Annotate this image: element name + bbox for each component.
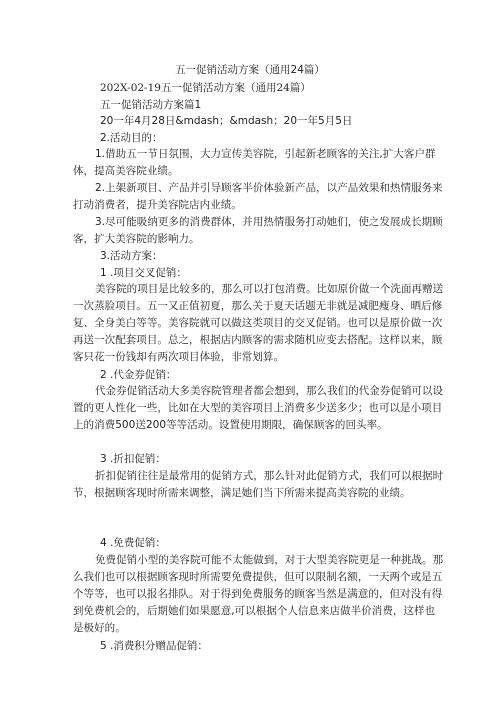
plan-1-text: 美容院的项目是比较多的，那么可以打包消费。比如原价做一个洗面再赠送一次蒸脸项目。五一又正值初夏，那么关于夏天话题无非就是减肥瘦身、晒后修复、全身美白等等。美容院就可以做这类项目的交叉促销。也可以是原价做一次再送一次配套项目。总之，根据店内顾客的需求随机应变去搭配。这样以来，顾客只花一份钱却有两次项目体验，非常划算。 bbox=[73, 283, 444, 363]
date-title: 202X-02-19五一促销活动方案（通用24篇） bbox=[100, 82, 311, 94]
document-title: 五一促销活动方案（通用24篇） bbox=[175, 64, 325, 76]
plan-1-heading: 1 .项目交叉促销： bbox=[100, 267, 187, 279]
date-range: 20一年4月28日&mdash；&mdash；20一年5月5日 bbox=[100, 115, 353, 127]
plan-2-text: 代金券促销活动大多美容院管理者都会想到，那么我们的代金券促销可以设置的更人性化一些，比如在大型的美容项目上消费多少送多少；也可以是小项目上的消费500送200等等活动。设置使用期限，确保顾客的回头率。 bbox=[73, 385, 444, 431]
goal-3: 3.尽可能吸纳更多的消费群体，并用热情服务打动她们，使之发展成长期顾客，扩大美容院的影响力。 bbox=[73, 216, 443, 245]
plan-3-text: 折扣促销往往是最常用的促销方式，那么针对此促销方式，我们可以根据时节，根据顾客现时所需来调整，满足她们当下所需来提高美容院的业绩。 bbox=[73, 470, 444, 499]
plan-2-heading: 2 .代金券促销： bbox=[100, 369, 177, 381]
plan-5-heading: 5 .消费积分赠品促销： bbox=[100, 640, 208, 652]
goal-2: 2.上架新项目、产品并引导顾客半价体验新产品，以产品效果和热情服务来打动消费者，提升美容院店内业绩。 bbox=[73, 182, 443, 211]
plan-4-heading: 4 .免费促销： bbox=[100, 537, 166, 549]
plan-3-heading: 3 .折扣促销： bbox=[100, 453, 166, 465]
section-plan-heading: 3.活动方案： bbox=[100, 250, 163, 262]
goal-1: 1.借助五一节日氛围，大力宣传美容院，引起新老顾客的关注,扩大客户群体，提高美容院业绩。 bbox=[73, 148, 436, 177]
subtitle: 五一促销活动方案篇1 bbox=[100, 99, 202, 111]
plan-4-text: 免费促销小型的美容院可能不太能做到，对于大型美容院更是一种挑战。那么我们也可以根据顾客现时所需要免费提供，但可以限制名额，一天两个或是五个等等，也可以报名排队。对于得到免费服务的顾客当然是满意的，但对没有得到免费机会的，后期她们如果愿意,可以根据个人信息来店做半价消费，这样也是极好的。 bbox=[73, 554, 444, 634]
section-goal-heading: 2.活动目的： bbox=[100, 132, 163, 144]
